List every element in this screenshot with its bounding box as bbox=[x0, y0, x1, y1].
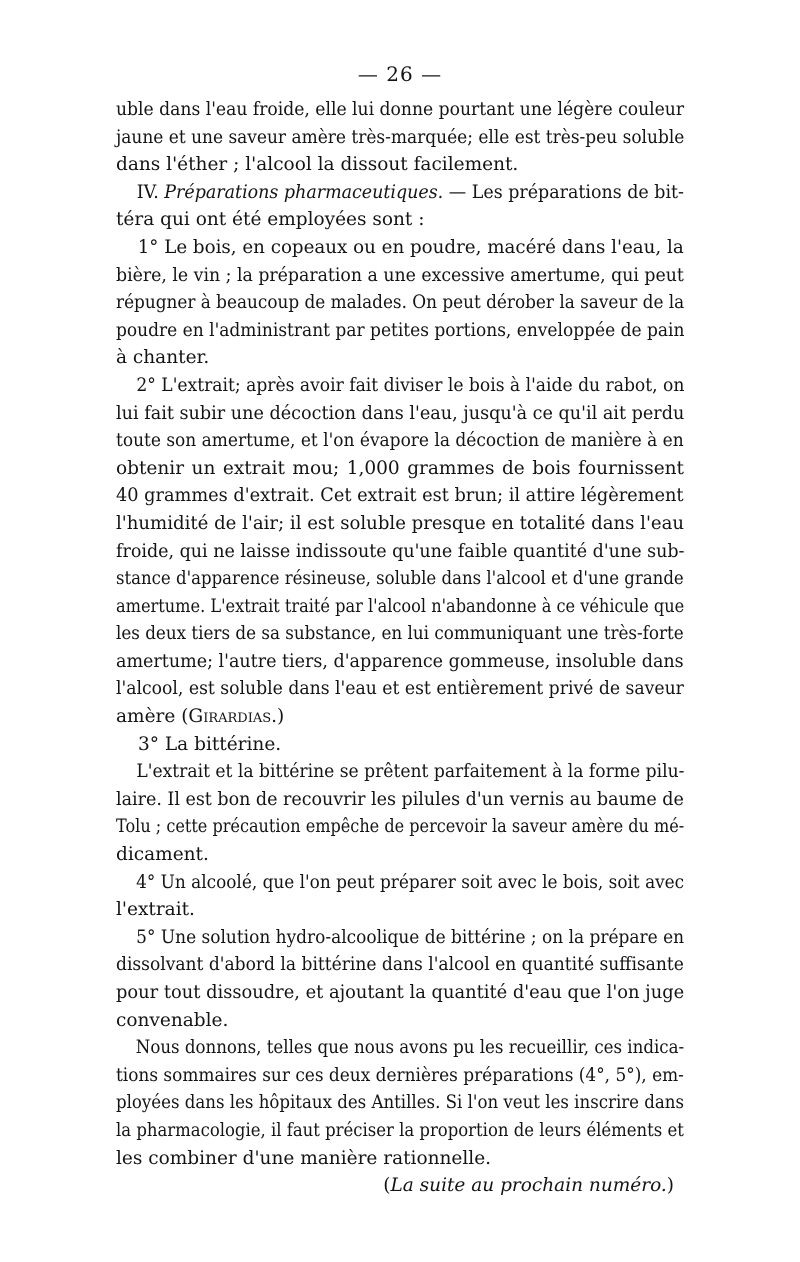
text-line: les combiner d'une manière rationnelle. bbox=[116, 1147, 492, 1169]
text-line: 5° Une solution hydro-alcoolique de bittérine ; on la prépare en bbox=[136, 926, 685, 948]
text-fragment: ( bbox=[383, 1175, 391, 1197]
text-line: tions sommaires sur ces deux dernières préparations (4°, 5°), em- bbox=[116, 1064, 684, 1086]
text-line: répugner à beaucoup de malades. On peut dérober la saveur de la bbox=[116, 292, 685, 314]
text-fragment: .) bbox=[271, 706, 285, 728]
text-line: toute son amertume, et l'on évapore la décoction de manière à en bbox=[116, 430, 684, 452]
text-line: laire. Il est bon de recouvrir les pilules d'un vernis au baume de bbox=[116, 788, 684, 810]
text-line: Nous donnons, telles que nous avons pu les recueillir, ces indica- bbox=[135, 1037, 685, 1059]
text-line: ployées dans les hôpitaux des Antilles. Si l'on veut les inscrire dans bbox=[116, 1092, 685, 1114]
text-line: l'extrait. bbox=[116, 899, 195, 921]
text-line: uble dans l'eau froide, elle lui donne pourtant une légère couleur bbox=[116, 99, 685, 120]
text-line: dissolvant d'abord la bittérine dans l'alcool en quantité suffisante bbox=[116, 954, 684, 976]
text-line: 1° Le bois, en copeaux ou en poudre, macéré dans l'eau, la bbox=[137, 236, 684, 258]
text-line: L'extrait et la bittérine se prêtent parfaitement à la forme pilu- bbox=[136, 761, 685, 783]
text-line: poudre en l'administrant par petites portions, enveloppée de pain bbox=[116, 319, 685, 341]
text-line: l'humidité de l'air; il est soluble presque en totalité dans l'eau bbox=[116, 512, 685, 534]
text-line: froide, qui ne laisse indissoute qu'une faible quantité d'une sub- bbox=[116, 540, 685, 562]
text-line: amertume. L'extrait traité par l'alcool n'abandonne à ce véhicule que bbox=[116, 595, 685, 617]
text-line: dicament. bbox=[116, 844, 209, 866]
text-fragment: amère ( bbox=[116, 706, 189, 728]
section-heading-line bbox=[116, 179, 684, 207]
text-line: 3° La bittérine. bbox=[138, 733, 282, 755]
text-line: stance d'apparence résineuse, soluble dans l'alcool et d'une grande bbox=[116, 568, 684, 590]
text-line: convenable. bbox=[116, 1009, 229, 1031]
text-line: Tolu ; cette précaution empêche de percevoir la saveur amère du mé- bbox=[116, 816, 685, 838]
text-line: 4° Un alcoolé, que l'on peut préparer soit avec le bois, soit avec bbox=[136, 871, 685, 893]
author-name: Girardias bbox=[188, 706, 272, 728]
text-line: 2° L'extrait; après avoir fait diviser le bois à l'aide du rabot, on bbox=[136, 374, 685, 396]
text-line: dans l'éther ; l'alcool la dissout facilement. bbox=[116, 154, 519, 176]
text-line: bière, le vin ; la préparation a une excessive amertume, qui peut bbox=[116, 264, 684, 286]
body-text bbox=[116, 96, 684, 1200]
text-line: 40 grammes d'extrait. Cet extrait est brun; il attire légèrement bbox=[116, 485, 684, 507]
text-line: à chanter. bbox=[116, 347, 210, 369]
text-line: amertume; l'autre tiers, d'apparence gommeuse, insoluble dans bbox=[116, 650, 684, 672]
continuation-note bbox=[116, 1172, 684, 1200]
text-line: obtenir un extrait mou; 1,000 grammes de bois fournissent bbox=[116, 457, 684, 479]
text-line: l'alcool, est soluble dans l'eau et est entièrement privé de saveur bbox=[116, 678, 684, 700]
text-fragment: ) bbox=[666, 1175, 674, 1197]
page-number: — 26 — bbox=[357, 62, 443, 86]
continuation-text: La suite au prochain numéro. bbox=[390, 1175, 667, 1197]
text-line bbox=[116, 703, 684, 731]
section-title: Préparations pharmaceutiques. bbox=[164, 181, 444, 203]
text-line: lui fait subir une décoction dans l'eau, jusqu'à ce qu'il ait perdu bbox=[116, 402, 685, 424]
section-number: IV. bbox=[136, 181, 165, 203]
text-line: les deux tiers de sa substance, en lui communiquant une très-forte bbox=[116, 623, 684, 645]
text-line: pour tout dissoudre, et ajoutant la quantité d'eau que l'on juge bbox=[116, 982, 685, 1003]
text-line: jaune et une saveur amère très-marquée; elle est très-peu soluble bbox=[116, 126, 685, 148]
text-line: téra qui ont été employées sont : bbox=[116, 209, 425, 231]
text-line: la pharmacologie, il faut préciser la proportion de leurs éléments et bbox=[116, 1119, 684, 1141]
section-heading-rest: — Les préparations de bit- bbox=[443, 181, 684, 203]
